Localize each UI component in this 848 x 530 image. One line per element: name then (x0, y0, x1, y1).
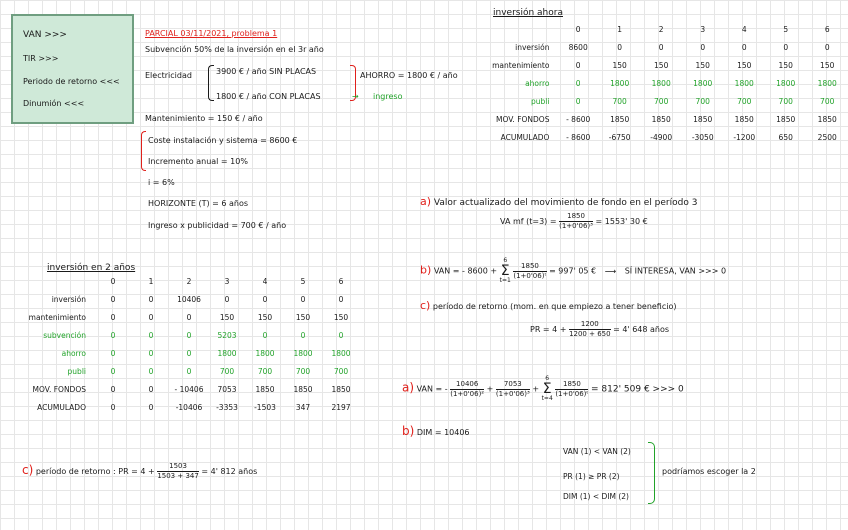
table-cell: 2197 (331, 402, 351, 412)
table-cell: 0 (575, 96, 581, 106)
part-a2-den1: (1+0'06)² (450, 389, 485, 398)
part-a2-num2: 7053 (496, 380, 530, 390)
row-label: ACUMULADO (500, 132, 550, 142)
year-header: 6 (338, 276, 344, 286)
coste-text: Coste instalación y sistema = 8600 € (148, 136, 298, 145)
table-cell: 0 (700, 42, 706, 52)
part-c2-lhs: período de retorno : PR = 4 + (35, 467, 155, 476)
row-label: mantenimiento (492, 60, 550, 70)
table-cell: 150 (257, 312, 273, 322)
part-a2-den3: (1+0'06)ᵗ (555, 389, 589, 398)
table-cell: 0 (300, 294, 306, 304)
row-label: inversión (515, 42, 550, 52)
year-header: 6 (824, 24, 830, 34)
part-a2-plus2: + (532, 384, 540, 394)
row-label: MOV. FONDOS (32, 384, 86, 394)
table-cell: 1850 (693, 114, 713, 124)
table-cell: 700 (219, 366, 235, 376)
table-cell: 1850 (734, 114, 754, 124)
ahorro-text: AHORRO = 1800 € / año (360, 71, 458, 80)
part-b2-text: DIM = 10406 (416, 428, 470, 437)
year-header: 5 (783, 24, 789, 34)
table-row (470, 110, 848, 128)
table-cell: 0 (741, 42, 747, 52)
table-cell: 0 (186, 366, 192, 376)
table-cell: -1503 (254, 402, 276, 412)
part-b-fraction (513, 262, 546, 281)
table-row (470, 56, 848, 74)
table-row (16, 326, 360, 344)
table-row (16, 308, 360, 326)
year-header: 3 (700, 24, 706, 34)
part-c-fraction (569, 320, 611, 339)
part-a-formula (500, 212, 648, 231)
table-cell: 0 (824, 42, 830, 52)
table-cell: 0 (658, 42, 664, 52)
comparison-brace (648, 442, 655, 504)
table-cell: 150 (654, 60, 669, 70)
subvencion-text: Subvención 50% de la inversión en el 3r año (145, 45, 324, 54)
electricidad-label: Electricidad (145, 71, 192, 80)
part-b-conclusion: SÍ INTERESA, VAN >>> 0 (624, 266, 727, 276)
year-header: 2 (186, 276, 192, 286)
coste-brace (141, 131, 146, 171)
part-b-num: 1850 (513, 262, 546, 272)
part-a2-num3: 1850 (555, 380, 588, 390)
part-c-lhs: PR = 4 + (530, 325, 567, 334)
table-cell: 0 (110, 384, 116, 394)
comparison-conclusion: podríamos escoger la 2 (662, 467, 756, 476)
mantenimiento-text: Mantenimiento = 150 € / año (145, 114, 263, 123)
part-a-text: Valor actualizado del movimiento de fondo en el período 3 (433, 198, 698, 208)
table-row (470, 128, 848, 146)
table-cell: 347 (295, 402, 311, 412)
table-cell: 150 (219, 312, 235, 322)
year-header: 4 (262, 276, 268, 286)
row-label: ahorro (61, 348, 86, 358)
summary-van: VAN >>> (23, 30, 67, 40)
table-header-empty (16, 272, 94, 290)
summary-box (11, 14, 134, 124)
table-cell: 0 (186, 348, 192, 358)
part-c-result: = 4' 648 años (613, 325, 670, 334)
row-label: MOV. FONDOS (496, 114, 550, 124)
table-cell: 1800 (693, 78, 713, 88)
part-b-sum-top: 6 (503, 257, 508, 264)
part-c-letter: c) (420, 299, 431, 312)
table-cell: -3050 (691, 132, 714, 142)
part-a2-lhs: VAN = - (416, 384, 448, 394)
incremento-text: Incremento anual = 10% (148, 157, 248, 166)
table-cell: 5203 (217, 330, 237, 340)
part-a2-fraction-2 (496, 380, 530, 399)
table-cell: 0 (617, 42, 623, 52)
table-cell: 700 (820, 96, 835, 106)
table-row (16, 380, 360, 398)
table-row (16, 398, 360, 416)
table-cell: 0 (110, 330, 116, 340)
table-cell: -10406 (175, 402, 203, 412)
part-c-text: período de retorno (mom. en que empiezo a tener beneficio) (432, 302, 677, 311)
part-b-line (420, 258, 726, 284)
table-cell: 1850 (817, 114, 837, 124)
table-cell: -6750 (608, 132, 631, 142)
elec-line-2: 1800 € / año CON PLACAS (216, 92, 321, 101)
part-a2-den2: (1+0'06)³ (495, 389, 530, 398)
table-row (16, 344, 360, 362)
part-a2-sigma: 6 Σ t=4 (541, 375, 553, 402)
comparison-line-3: DIM (1) < DIM (2) (563, 492, 629, 501)
comparison-line-1: VAN (1) < VAN (2) (563, 447, 631, 456)
part-a2-fraction-1 (450, 380, 484, 399)
year-header: 0 (110, 276, 116, 286)
horizonte-text: HORIZONTE (T) = 6 años (148, 199, 249, 208)
table-header-row (470, 20, 848, 38)
table-cell: 700 (257, 366, 273, 376)
table-cell: 150 (612, 60, 627, 70)
part-c2-letter: c) (22, 463, 34, 477)
table-cell: 1800 (817, 78, 837, 88)
year-header: 4 (741, 24, 747, 34)
table-cell: 150 (820, 60, 835, 70)
table-cell: 0 (148, 330, 154, 340)
publicidad-text: Ingreso x publicidad = 700 € / año (148, 221, 287, 230)
table-cell: 700 (295, 366, 311, 376)
part-b2-line (402, 426, 470, 438)
year-header: 5 (300, 276, 306, 286)
table-cell: 1800 (734, 78, 754, 88)
table-cell: 1800 (255, 348, 275, 358)
table-header-row (16, 272, 360, 290)
row-label: inversión (51, 294, 86, 304)
summary-dinumion: Dinumión <<< (23, 99, 85, 108)
part-b2-letter: b) (402, 424, 415, 438)
part-a-num: 1850 (559, 212, 593, 222)
part-c2-den: 1503 + 347 (157, 472, 199, 480)
part-b-sum-bot: t=1 (499, 277, 511, 284)
part-a2-sum-top: 6 (545, 375, 550, 382)
table-cell: 0 (575, 78, 581, 88)
table-cell: - 10406 (174, 384, 204, 394)
table-cell: 650 (778, 132, 793, 142)
table-cell: -1200 (733, 132, 756, 142)
page-title: PARCIAL 03/11/2021, problema 1 (145, 29, 278, 38)
table-cell: 0 (148, 384, 154, 394)
part-a-fraction (559, 212, 593, 231)
summary-tir: TIR >>> (23, 54, 59, 63)
year-header: 0 (575, 24, 581, 34)
table-now (470, 20, 848, 146)
electricidad-brace (208, 65, 214, 101)
row-label: publi (531, 96, 550, 106)
table-header-empty (470, 20, 557, 38)
table-cell: 0 (110, 402, 116, 412)
table-cell: 700 (654, 96, 669, 106)
interes-text: i = 6% (148, 178, 175, 187)
table-cell: 1850 (610, 114, 630, 124)
ingreso-arrow: → (352, 92, 359, 101)
table-cell: 0 (110, 294, 116, 304)
part-c2-line (22, 462, 257, 481)
table-cell: 1850 (331, 384, 351, 394)
table-cell: - 8600 (566, 114, 591, 124)
table-cell: 1850 (293, 384, 313, 394)
table-cell: 0 (148, 402, 154, 412)
part-a-den: (1+0'06)³ (559, 222, 593, 230)
table-cell: 0 (224, 294, 230, 304)
table-cell: 700 (695, 96, 710, 106)
table-cell: 150 (737, 60, 752, 70)
year-header: 2 (658, 24, 664, 34)
table-cell: - 8600 (566, 132, 591, 142)
row-label: mantenimiento (28, 312, 86, 322)
table-cell: 0 (148, 312, 154, 322)
part-a2-line (402, 376, 684, 402)
table-cell: 1800 (217, 348, 237, 358)
row-label: ahorro (525, 78, 550, 88)
part-b-sigma: 6 Σ t=1 (499, 257, 511, 284)
year-header: 1 (617, 24, 623, 34)
table-row (470, 92, 848, 110)
table-cell: 1800 (651, 78, 671, 88)
table-cell: 1850 (651, 114, 671, 124)
table-cell: 0 (338, 294, 344, 304)
table-cell: 0 (186, 330, 192, 340)
part-c-den: 1200 + 650 (569, 330, 611, 338)
table-cell: 1800 (610, 78, 630, 88)
table-later-title: inversión en 2 años (47, 263, 136, 273)
table-cell: 0 (575, 60, 581, 70)
table-later (16, 272, 360, 416)
table-cell: 150 (333, 312, 349, 322)
ingreso-text: ingreso (373, 92, 403, 101)
table-cell: 0 (783, 42, 789, 52)
table-cell: 700 (778, 96, 793, 106)
table-cell: 150 (695, 60, 710, 70)
part-b-result: = 997' 05 € (549, 266, 597, 276)
table-cell: 7053 (217, 384, 237, 394)
table-cell: 0 (338, 330, 344, 340)
part-a2-result: = 812' 509 € >>> 0 (591, 384, 684, 395)
table-cell: 1850 (776, 114, 796, 124)
part-a-lhs: VA mf (t=3) = (500, 217, 557, 226)
table-cell: 700 (333, 366, 349, 376)
table-cell: 8600 (568, 42, 588, 52)
comparison-line-2: PR (1) ≥ PR (2) (563, 472, 620, 481)
table-cell: -3353 (216, 402, 238, 412)
table-now-title: inversión ahora (493, 8, 563, 18)
table-cell: 700 (737, 96, 752, 106)
table-cell: 0 (110, 366, 116, 376)
elec-line-1: 3900 € / año SIN PLACAS (216, 67, 317, 76)
table-cell: 0 (300, 330, 306, 340)
table-cell: 1800 (293, 348, 313, 358)
table-cell: 0 (148, 366, 154, 376)
part-a2-sum-bot: t=4 (541, 395, 553, 402)
part-b-letter: b) (420, 263, 432, 277)
part-c-formula (530, 320, 669, 339)
table-cell: 150 (778, 60, 793, 70)
table-cell: 0 (186, 312, 192, 322)
table-cell: 1800 (776, 78, 796, 88)
table-row (470, 74, 848, 92)
year-header: 1 (148, 276, 154, 286)
part-a2-fraction-3 (555, 380, 588, 399)
part-c2-result: = 4' 812 años (201, 467, 258, 476)
table-cell: 700 (612, 96, 627, 106)
row-label: ACUMULADO (37, 402, 86, 412)
table-row (16, 290, 360, 308)
part-a2-num1: 10406 (450, 380, 484, 390)
part-a-result: = 1553' 30 € (595, 217, 648, 226)
summary-periodo: Periodo de retorno <<< (23, 77, 120, 86)
part-a2-plus1: + (486, 384, 494, 394)
part-b-arrow: ⟶ (604, 266, 617, 276)
table-row (470, 38, 848, 56)
table-cell: 0 (262, 294, 268, 304)
part-c-num: 1200 (569, 320, 611, 330)
table-cell: 0 (148, 348, 154, 358)
part-b-lhs: VAN = - 8600 + (433, 266, 498, 276)
table-cell: 0 (262, 330, 268, 340)
part-a-line (420, 196, 697, 209)
table-cell: 1800 (331, 348, 351, 358)
table-cell: 0 (148, 294, 154, 304)
part-c2-num: 1503 (157, 462, 199, 472)
table-cell: 150 (295, 312, 311, 322)
table-cell: 10406 (177, 294, 201, 304)
part-a-letter: a) (420, 195, 432, 208)
table-cell: 0 (110, 312, 116, 322)
table-cell: 1850 (255, 384, 275, 394)
year-header: 3 (224, 276, 230, 286)
part-c-line (420, 300, 676, 312)
part-b-den: (1+0'06)ᵗ (513, 271, 547, 280)
row-label: publi (67, 366, 86, 376)
part-a2-letter: a) (402, 380, 415, 395)
table-cell: 0 (110, 348, 116, 358)
table-row (16, 362, 360, 380)
row-label: subvención (43, 330, 86, 340)
table-cell: 2500 (817, 132, 837, 142)
part-c2-fraction (157, 462, 199, 481)
table-cell: -4900 (650, 132, 673, 142)
